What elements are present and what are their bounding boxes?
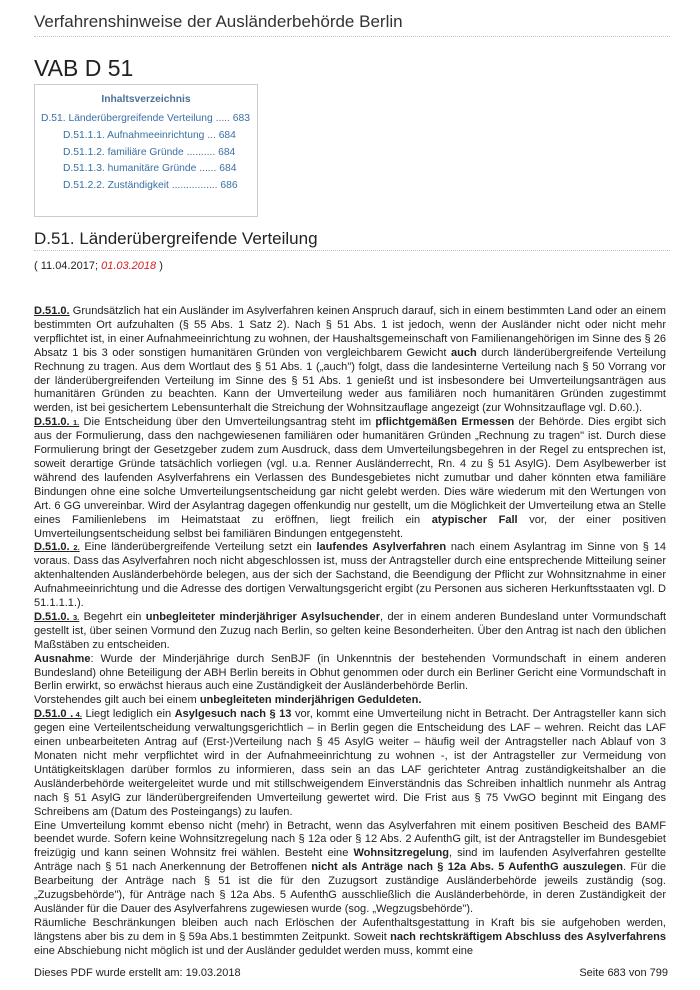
toc-entry[interactable]: D.51.1.2. familiäre Gründe .......... 684 [63,146,236,158]
paragraph: Räumliche Beschränkungen bleiben auch nach Erlöschen der Aufenthaltsgestattung in Kraft bis sie aufgehoben werden, längstens aber bis zu dem in § 59a Abs.1 bestimmten Zeitpunkt. Soweit nach rechtskräftigem Abschluss des Asylverfahrens eine Abschiebung nicht möglich ist und der Ausländer geduldet werden muss, kommt eine [34,916,666,957]
toc-entry[interactable]: D.51.2.2. Zuständigkeit ................ 686 [63,180,238,192]
paragraph: D.51.0. Grundsätzlich hat ein Ausländer im Asylverfahren keinen Anspruch darauf, sich in einem bestimmten Land oder an einem bestimmten Ort aufzuhalten (§ 55 Abs. 1 Satz 2). Nach § 51 Abs. 1 ist jedoch, wenn der Ausländer nicht oder nicht mehr verpflichtet ist, in einer Aufnahmeeinrichtung zu wohnen, der Haushaltsgemeinschaft von Familienangehörigen im Sinne des § 26 Absatz 1 bis 3 oder sonstigen humanitären Gründen von vergleichbarem Gewicht auch durch länderübergreifende Verteilung Rechnung zu tragen. Aus dem Wortlaut des § 51 Abs. 1 („auch") folgt, dass die landesinterne Verteilung nach § 50 Vorrang vor der länderübergreifenden Verteilung im Sinne des § 51 Abs. 1 genießt und ist insbesondere bei Umverteilungsanträgen aus humanitären Gründen zu beachten. Kann der Umverteilung weder aus familiären noch humanitären Gründen zugestimmt werden, ist bei gesichertem Lebensunterhalt die Streichung der Wohnsitzauflage angezeigt (zur Wohnsitzauflage vgl. D.60.). [34,305,667,415]
paragraph: D.51.0 . 4. Liegt lediglich ein Asylgesuch nach § 13 vor, kommt eine Umverteilung nicht in Betracht. Der Antragsteller kann sich gegen eine Verteilentscheidung verwaltungsgerichtlich – in Berlin gegen die Entscheidung des LAF – wehren. Reicht das LAF einen unbearbeiteten Antrag auf (Erst-)Verteilung nach § 45 AsylG weiter – häufig weil der Antragsteller nach Ablauf von 3 Monaten nicht mehr verpflichtet wird in der Aufnahmeeinrichtung zu wohnen -, ist der Antragsteller zur Vermeidung von Untätigkeitsklagen darüber formlos zu informieren, dass sein an das LAF gerichteter Antrag zuständigkeitshalber an die Ausländerbehörde weitergeleitet wurde und mit stillschweigendem Einverständnis das Schreiben inhaltlich nunmehr als Antrag nach § 51 AsylG zur länderübergreifenden Umverteilung gewertet wird. Die Frist aus § 75 VwGO beginnt mit Eingang des Schreibens am (Datum des Posteingangs) zu laufen. [34,708,667,818]
table-of-contents [34,84,258,217]
toc-entry[interactable]: D.51. Länderübergreifende Verteilung ..... 683 [41,113,250,124]
section-divider [34,250,670,251]
document-header-title: Verfahrenshinweise der Ausländerbehörde Berlin [34,12,403,31]
header-divider [34,36,670,37]
paragraph: D.51.0. 2. Eine länderübergreifende Verteilung setzt ein laufendes Asylverfahren nach einem Asylantrag im Sinne von § 14 voraus. Dass das Asylverfahren noch nicht abgeschlossen ist, muss der Antragsteller durch eine entsprechende Mitteilung seiner aktenhaltenden Ausländerbehörde belegen, aus der sich der Sachstand, die Beendigung der Pflicht zur Wohnsitznahme in einer Aufnahmeeinrichtung und die Adresse des dortigen Verwaltungsgericht ergibt (zu Personen aus sicheren Herkunftsstaaten vgl. D 51.1.1.1.). [34,541,666,610]
section-title: D.51. Länderübergreifende Verteilung [34,229,318,248]
section-dates: ( 11.04.2017; 01.03.2018 ) [34,260,163,272]
document-code: VAB D 51 [34,55,134,81]
paragraph: Eine Umverteilung kommt ebenso nicht (mehr) in Betracht, wenn das Asylverfahren mit einem positiven Bescheid des BAMF beendet wurde. Sofern keine Wohnsitzregelung nach § 12a oder § 12 Abs. 2 AufenthG gilt, ist der Antragsteller im Bundesgebiet freizügig und kann seinen Wohnsitz frei wählen. Besteht eine Wohnsitzregelung, sind im laufenden Asylverfahren gestellte Anträge nach § 51 nach Anerkennung der Betroffenen nicht als Anträge nach § 12a Abs. 5 AufenthG auszulegen. Für die Bearbeitung der Anträge nach § 51 ist die für den Zuzugsort zuständige Ausländerbehörde jeweils zuständig (sog. „Zuzugsbehörde"), für Anträge nach § 12a Abs. 5 AufenthG ausschließlich die Ausländerbehörde, in deren Zuständigkeit der Ausländer für die Dauer des Asylverfahrens zugewiesen wurde (sog. „Wegzugsbehörde"). [34,819,666,915]
document-body [34,305,666,959]
paragraph: D.51.0. 1. Die Entscheidung über den Umverteilungsantrag steht im pflichtgemäßen Ermessen der Behörde. Dies ergibt sich aus der Formulierung, dass den nachgewiesenen familiären oder humanitären Gründen „Rechnung zu tragen" ist. Durch diese Formulierung bringt der Gesetzgeber zudem zum Ausdruck, dass dem Umverteilungsbegehren in der Regel zu entsprechen ist, soweit derartige Gründe tatsächlich vorliegen (vgl. u.a. Renner Ausländerrecht, Rn. 4 zu § 51 AsylG). Dem Asylbewerber ist während des laufenden Asylverfahrens ein Verlassen des Bundesgebietes nicht zumutbar und daher könnten etwa familiäre Bindungen ohne eine solche Umverteilungsentscheidung gar nicht gelebt werden. Dies wäre wiederum mit den Wertungen von Art. 6 GG unvereinbar. Wird der Asylantrag dagegen offenkundig nur gestellt, um die Möglichkeit der Umverteilung etwa an Stelle eines Familienlebens im Heimatstaat zu eröffnen, liegt freilich ein atypischer Fall vor, der einer positiven Umverteilungsentscheidung selbst bei familiären Bindungen entgegensteht. [34,416,667,540]
changed-date: 01.03.2018 [101,260,157,272]
toc-entry[interactable]: D.51.1.3. humanitäre Gründe ...... 684 [63,163,237,175]
paragraph: Vorstehendes gilt auch bei einem unbegleiteten minderjährigen Geduldeten. [34,694,422,707]
toc-entry[interactable]: D.51.1.1. Aufnahmeeinrichtung ... 684 [63,129,236,141]
toc-title: Inhaltsverzeichnis [101,94,191,105]
paragraph: Ausnahme: Wurde der Minderjährige durch SenBJF (in Unkenntnis der bestehenden Vormundschaft in einem anderen Bundesland) ohne Beteiligung der ABH Berlin bereits in Obhut genommen oder durch ein Berliner Gericht eine Vormundschaft in Berlin erwirkt, so erwächst hieraus auch eine Zuständigkeit der Ausländerbehörde Berlin. [34,652,666,693]
paragraph: D.51.0. 3. Begehrt ein unbegleiteter minderjähriger Asylsuchender, der in einem anderen Bundesland unter Vormundschaft gestellt ist, über seinen Vormund den Zuzug nach Berlin, so gelten keine Besonderheiten. Über den Antrag ist nach den üblichen Maßstäben zu entscheiden. [34,610,667,651]
footer-page-number: Seite 683 von 799 [579,967,668,979]
footer-created-date: Dieses PDF wurde erstellt am: 19.03.2018 [34,967,241,979]
